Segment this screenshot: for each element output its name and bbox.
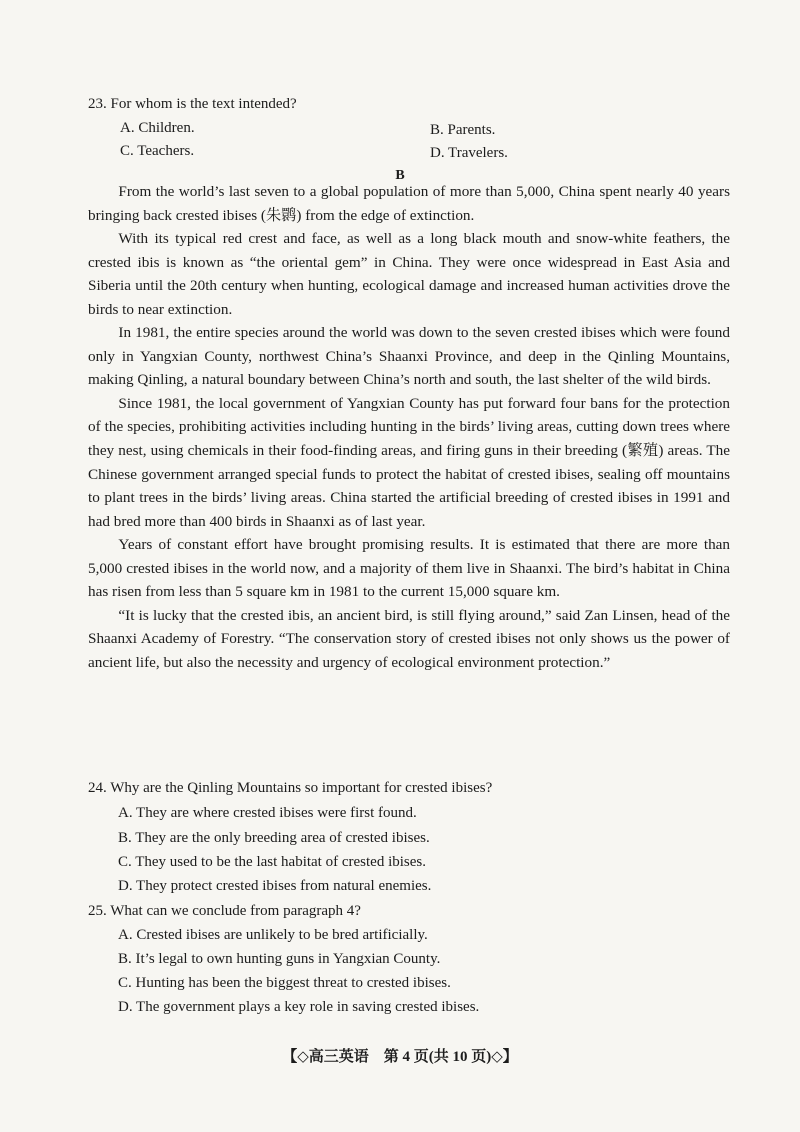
question-23-option-d: D. Travelers. — [430, 145, 508, 161]
passage-paragraph-2: With its typical red crest and face, as well as a long black mouth and snow-white feathers, the crested ibis is known as “the oriental gem” in China. They were once widespread in East Asia and Siberia until the 20th century when hunting, ecological damage and increased human activities drove the birds to near extinction. — [88, 230, 730, 318]
question-24-option-c: C. They used to be the last habitat of crested ibises. — [118, 854, 426, 870]
question-25-option-d: D. The government plays a key role in saving crested ibises. — [118, 999, 480, 1015]
question-25-stem: 25. What can we conclude from paragraph 4? — [88, 903, 361, 919]
page-footer: 【◇高三英语 第 4 页(共 10 页)◇】 — [282, 1049, 518, 1065]
reading-passage — [88, 180, 730, 674]
question-23-option-b: B. Parents. — [430, 122, 496, 138]
question-23-option-c: C. Teachers. — [120, 143, 195, 159]
question-25-option-a: A. Crested ibises are unlikely to be bred artificially. — [118, 927, 428, 943]
passage-paragraph-6: “It is lucky that the crested ibis, an ancient bird, is still flying around,” said Zan Linsen, head of the Shaanxi Academy of Forestry. “The conservation story of crested ibises not only shows us the power of ancient life, but also the necessity and urgency of ecological environment protection.” — [88, 606, 730, 671]
section-letter: B — [395, 168, 405, 183]
question-24-option-d: D. They protect crested ibises from natural enemies. — [118, 878, 432, 894]
question-23-option-a: A. Children. — [120, 120, 195, 136]
question-25-option-c: C. Hunting has been the biggest threat to crested ibises. — [118, 975, 451, 991]
passage-paragraph-3: In 1981, the entire species around the world was down to the seven crested ibises which were found only in Yangxian County, northwest China’s Shaanxi Province, and deep in the Qinling Mountains, making Qinling, a natural boundary between China’s north and south, the last shelter of the wild birds. — [88, 324, 730, 389]
passage-paragraph-1: From the world’s last seven to a global population of more than 5,000, China spent nearly 40 years bringing back crested ibises (朱鹮) from the edge of extinction. — [88, 183, 730, 224]
passage-paragraph-4: Since 1981, the local government of Yangxian County has put forward four bans for the protection of the species, prohibiting activities including hunting in the birds’ living areas, cutting down trees where they nest, using chemicals in their food-finding areas, and firing guns in their breeding (繁殖) areas. The Chinese government arranged special funds to protect the habitat of crested ibises, sealing off mountains to plant trees in the birds’ living areas. China started the artificial breeding of crested ibises in 1991 and had bred more than 400 birds in Shaanxi as of last year. — [88, 394, 730, 530]
question-24-option-a: A. They are where crested ibises were first found. — [118, 805, 417, 821]
question-25-option-b: B. It’s legal to own hunting guns in Yangxian County. — [118, 951, 441, 967]
passage-paragraph-5: Years of constant effort have brought promising results. It is estimated that there are more than 5,000 crested ibises in the world now, and a majority of them live in Shaanxi. The bird’s habitat in China has risen from less than 5 square km in 1981 to the current 15,000 square km. — [88, 536, 730, 601]
question-24-stem: 24. Why are the Qinling Mountains so important for crested ibises? — [88, 780, 493, 796]
question-23-stem: 23. For whom is the text intended? — [88, 96, 297, 112]
question-24-option-b: B. They are the only breeding area of crested ibises. — [118, 830, 430, 846]
